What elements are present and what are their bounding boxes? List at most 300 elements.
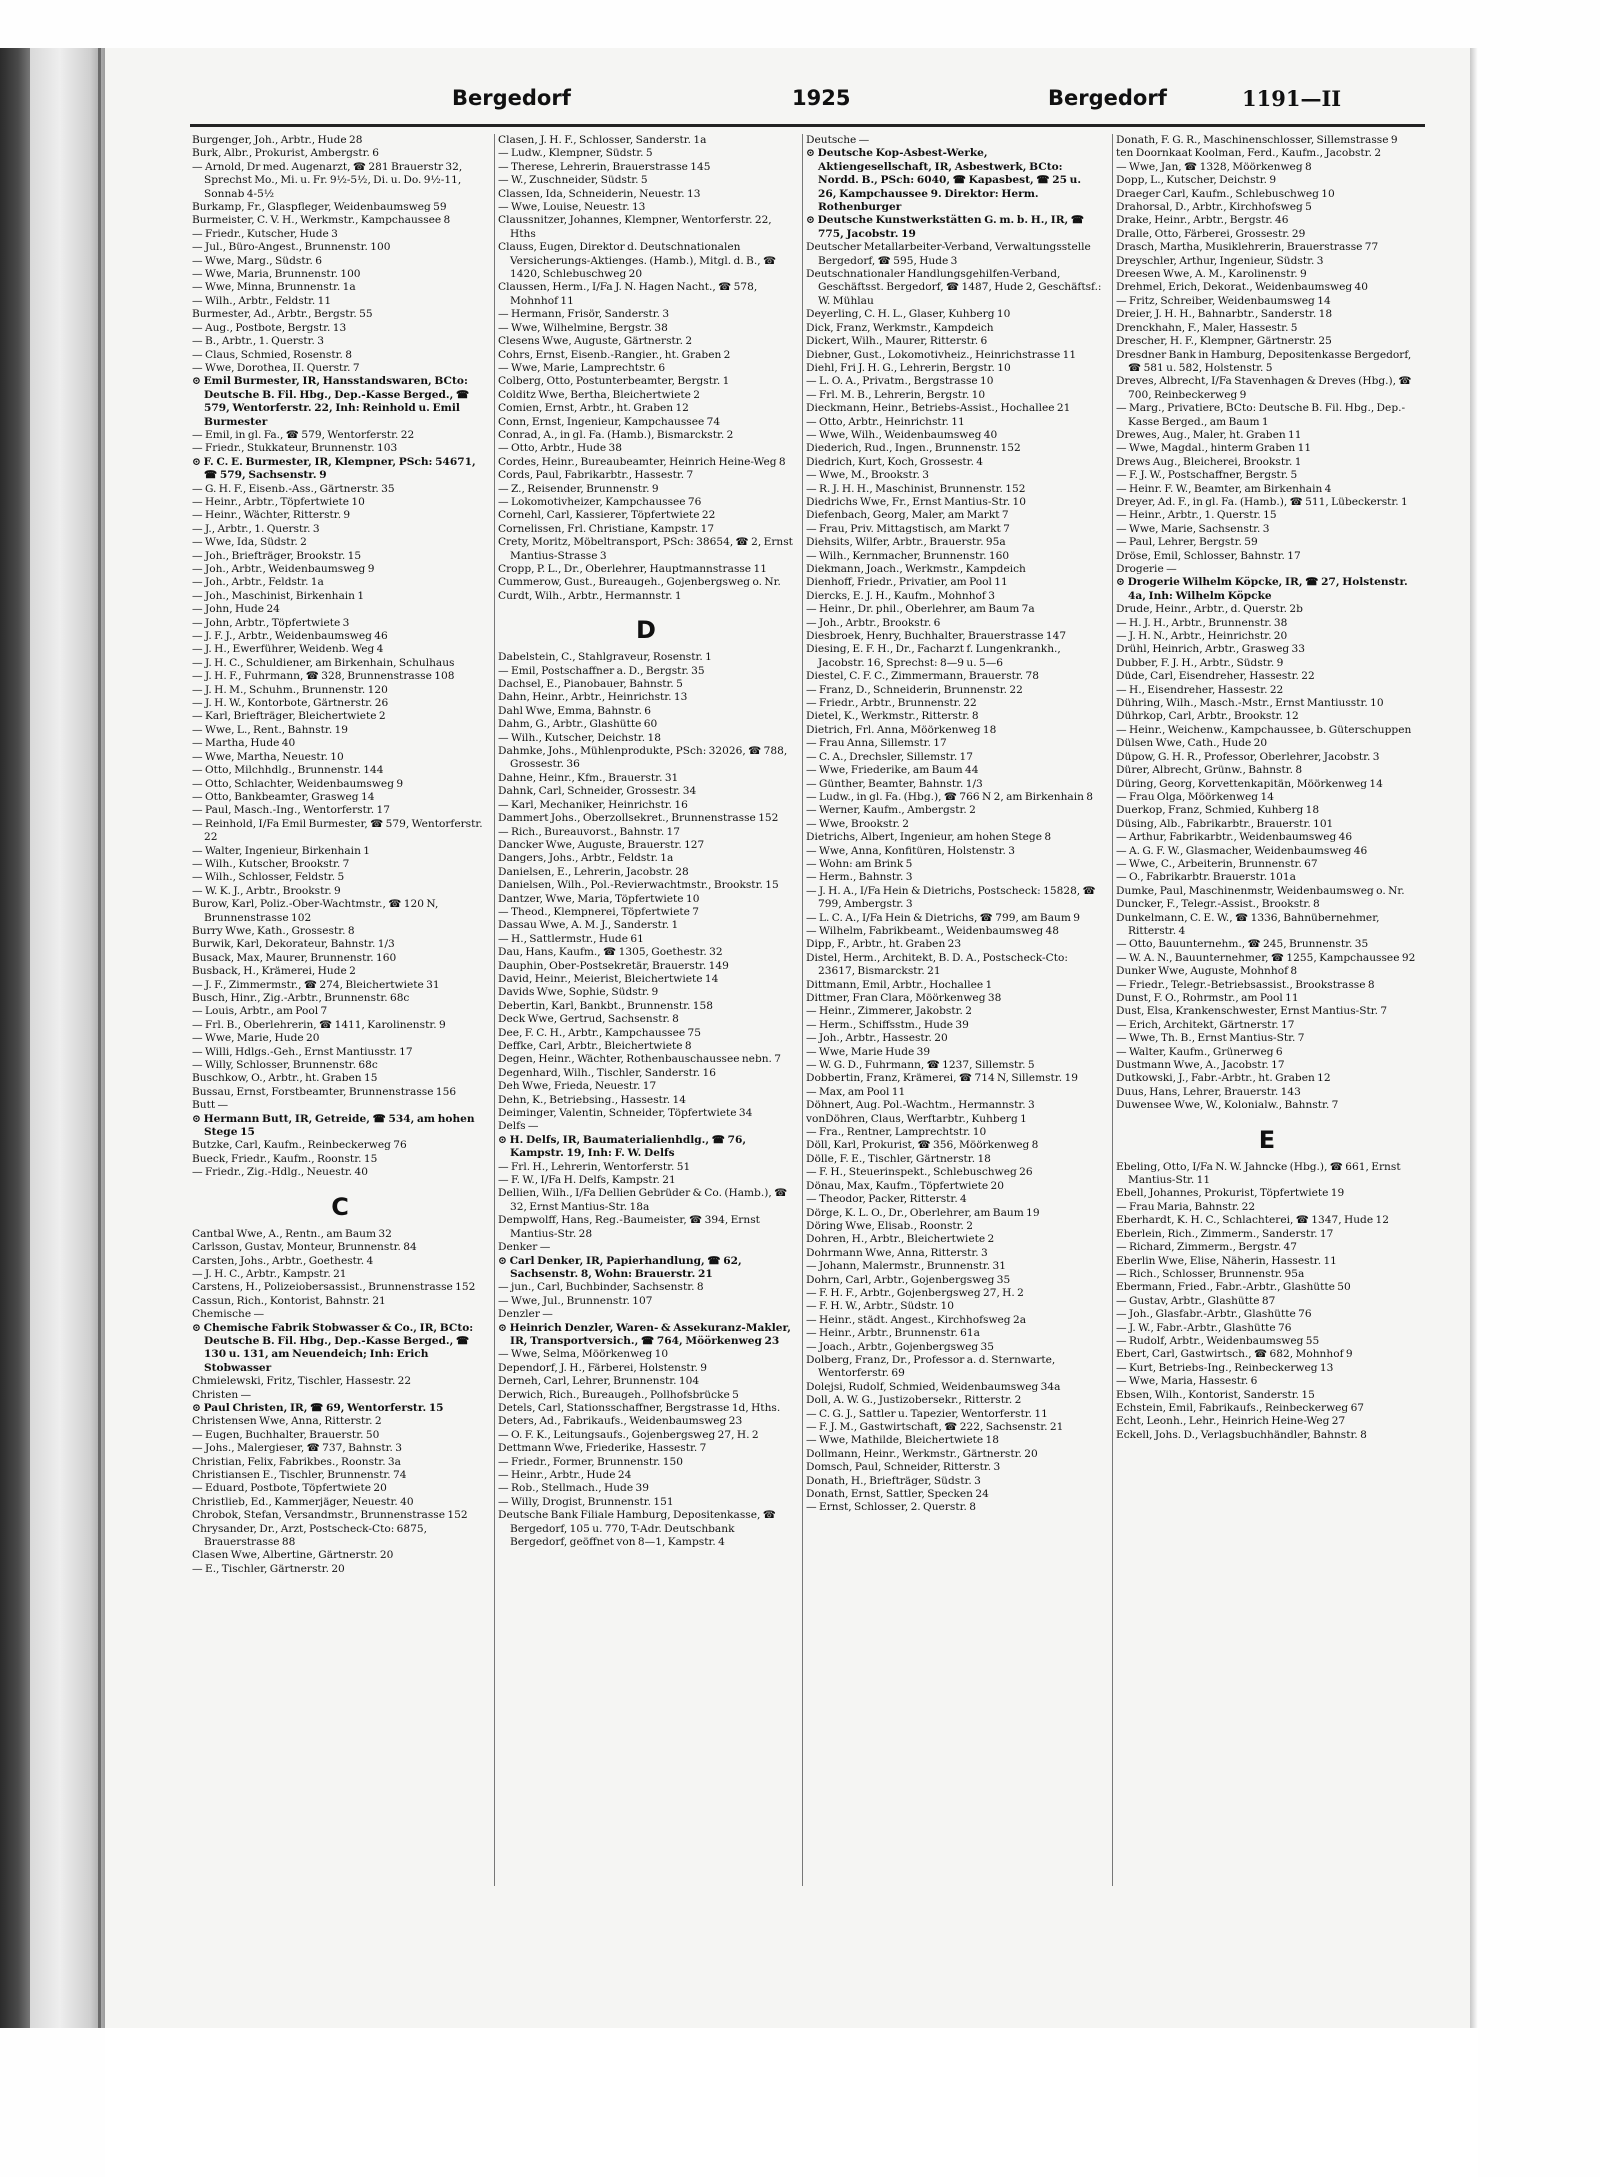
directory-entry: Christiansen E., Tischler, Brunnenstr. 74: [192, 1469, 407, 1481]
directory-entry: Conn, Ernst, Ingenieur, Kampchaussee 74: [498, 415, 721, 428]
directory-entry: Düpow, G. H. R., Professor, Oberlehrer, Jacobstr. 3: [1116, 750, 1380, 763]
directory-entry: — J. W., Fabr.-Arbtr., Glashütte 76: [1116, 1321, 1292, 1334]
directory-entry: Carlsson, Gustav, Monteur, Brunnenstr. 84: [192, 1241, 417, 1254]
directory-entry: — Rudolf, Arbtr., Weidenbaumsweg 55: [1116, 1334, 1320, 1347]
directory-entry: Dühring, Wilh., Masch.-Mstr., Ernst Mantiusstr. 10: [1116, 697, 1384, 710]
directory-entry: ⊙ Emil Burmester, IR, Hansstandswaren, BCto: Deutsche B. Fil. Hbg., Dep.-Kasse Berged., ☎ 579, Wentorferstr. 22, Inh: Reinhold u. Emil Burmester: [192, 375, 470, 428]
scan-dark-border: [0, 48, 30, 2028]
directory-entry: — Karl, Briefträger, Bleichertwiete 2: [192, 710, 386, 723]
directory-entry: Dustmann Wwe, A., Jacobstr. 17: [1116, 1059, 1285, 1072]
directory-entry: Duncker, F., Telegr.-Assist., Brookstr. 8: [1116, 898, 1320, 911]
header-page-number: 1191—II: [1242, 86, 1342, 111]
directory-entry: Deutscher Metallarbeiter-Verband, Verwaltungsstelle Bergedorf, ☎ 595, Hude 3: [806, 241, 1091, 267]
directory-entry: Dassau Wwe, A. M. J., Sanderstr. 1: [498, 919, 679, 932]
directory-entry: — Heinr., Zimmerer, Jakobstr. 2: [806, 1005, 972, 1018]
directory-entry: Debertin, Karl, Bankbt., Brunnenstr. 158: [498, 999, 713, 1012]
directory-entry: Drews Aug., Bleicherei, Brookstr. 1: [1116, 455, 1302, 468]
directory-entry: — W., Zuschneider, Südstr. 5: [498, 174, 648, 187]
directory-entry: — John, Hude 24: [192, 603, 280, 616]
directory-entry: — Paul, Lehrer, Bergstr. 59: [1116, 536, 1258, 549]
directory-entry: — Wwe, Maria, Brunnenstr. 100: [192, 268, 361, 281]
directory-entry: Eberlein, Rich., Zimmerm., Sanderstr. 17: [1116, 1227, 1334, 1240]
directory-entry: Dohrn, Carl, Arbtr., Gojenbergsweg 35: [806, 1273, 1011, 1286]
directory-entry: — Heinr., städt. Angest., Kirchhofsweg 2a: [806, 1313, 1027, 1326]
directory-entry: — Willy, Drogist, Brunnenstr. 151: [498, 1495, 674, 1508]
directory-entry: — Otto, Arbtr., Hude 38: [498, 442, 622, 455]
directory-entry: Dahn, Heinr., Arbtr., Heinrichstr. 13: [498, 691, 688, 704]
directory-entry: — Wwe, Magdal., hinterm Graben 11: [1116, 442, 1312, 455]
directory-entry: Dresdner Bank in Hamburg, Depositenkasse Bergedorf, ☎ 581 u. 582, Holstenstr. 5: [1116, 348, 1412, 374]
directory-entry: — A. G. F. W., Glasmacher, Weidenbaumsweg 46: [1116, 844, 1368, 857]
directory-entry: Dönau, Max, Kaufm., Töpfertwiete 20: [806, 1179, 1004, 1192]
directory-entry: Drude, Heinr., Arbtr., d. Querstr. 2b: [1116, 603, 1303, 616]
directory-entry: Dammert Johs., Oberzollsekret., Brunnenstrasse 152: [498, 812, 779, 825]
directory-entry: — Walter, Kaufm., Grünerweg 6: [1116, 1045, 1283, 1058]
directory-entry: — Joh., Arbtr., Weidenbaumsweg 9: [192, 563, 375, 575]
directory-entry: — O., Fabrikarbtr. Brauerstr. 101a: [1116, 871, 1296, 884]
directory-entry: — F. H. F., Arbtr., Gojenbergsweg 27, H. 2: [806, 1286, 1024, 1299]
directory-entry: Dachsel, E., Pianobauer, Bahnstr. 5: [498, 678, 683, 691]
directory-entry: ⊙ Deutsche Kop-Asbest-Werke, Aktiengesellschaft, IR, Asbestwerk, BCto: Nordd. B., PSch: 6040, ☎ Kapasbest, ☎ 25 u. 26, Kampchaussee 9. Direktor: Herm. Rothenburger: [806, 147, 1082, 214]
directory-entry: — Fritz, Schreiber, Weidenbaumsweg 14: [1116, 294, 1331, 307]
directory-entry: Drenckhahn, F., Maler, Hassestr. 5: [1116, 321, 1298, 334]
directory-entry: Burgenger, Joh., Arbtr., Hude 28: [192, 134, 363, 146]
directory-entry: Dahl Wwe, Emma, Bahnstr. 6: [498, 704, 652, 717]
directory-entry: — Frau Anna, Sillemstr. 17: [806, 737, 947, 750]
directory-entry: Dröse, Emil, Schlosser, Bahnstr. 17: [1116, 549, 1301, 562]
directory-entry: — C. G. J., Sattler u. Tapezier, Wentorferstr. 11: [806, 1407, 1048, 1420]
directory-entry: — Ernst, Schlosser, 2. Querstr. 8: [806, 1501, 976, 1514]
directory-entry: — H., Eisendreher, Hassestr. 22: [1116, 683, 1284, 696]
directory-entry: Düde, Carl, Eisendreher, Hassestr. 22: [1116, 670, 1315, 683]
directory-entry: Drewes, Aug., Maler, ht. Graben 11: [1116, 428, 1302, 441]
directory-entry: — Louis, Arbtr., am Pool 7: [192, 1005, 328, 1018]
directory-entry: Drahorsal, D., Arbtr., Kirchhofsweg 5: [1116, 201, 1312, 214]
directory-entry: Ebeling, Otto, I/Fa N. W. Jahncke (Hbg.), ☎ 661, Ernst Mantius-Str. 11: [1116, 1160, 1401, 1187]
column-divider: [494, 134, 495, 1886]
directory-entry: Busack, Max, Maurer, Brunnenstr. 160: [192, 951, 397, 964]
directory-entry: — J. F., Zimmermstr., ☎ 274, Bleichertwiete 31: [192, 978, 440, 991]
directory-entry: Carsten, Johs., Arbtr., Goethestr. 4: [192, 1254, 374, 1267]
directory-entry: — E., Tischler, Gärtnerstr. 20: [192, 1562, 345, 1575]
directory-entry: Donath, H., Briefträger, Südstr. 3: [806, 1474, 981, 1487]
directory-entry: — Wwe, Dorothea, II. Querstr. 7: [192, 361, 360, 374]
directory-entry: — Friedr., Telegr.-Betriebsassist., Brookstrasse 8: [1116, 978, 1375, 991]
directory-entry: — W. G. D., Fuhrmann, ☎ 1237, Sillemstr. 5: [806, 1059, 1035, 1072]
directory-entry: — Wohn: am Brink 5: [806, 857, 913, 870]
directory-entry: Comien, Ernst, Arbtr., ht. Graben 12: [498, 402, 689, 415]
directory-entry: Diefenbach, Georg, Maler, am Markt 7: [806, 509, 1009, 522]
directory-column-3: [806, 134, 1102, 1894]
directory-entry: — J. H. N., Arbtr., Heinrichstr. 20: [1116, 630, 1288, 643]
directory-entry: Claussnitzer, Johannes, Klempner, Wentorferstr. 22, Hths: [498, 214, 772, 240]
directory-entry: — Herm., Schiffsstm., Hude 39: [806, 1018, 969, 1031]
directory-entry: — Walter, Ingenieur, Birkenhain 1: [192, 844, 370, 857]
directory-entry: Dahnk, Carl, Schneider, Grossestr. 34: [498, 785, 697, 798]
directory-entry: Dubber, F. J. H., Arbtr., Südstr. 9: [1116, 656, 1284, 669]
directory-entry: Burry Wwe, Kath., Grossestr. 8: [192, 924, 355, 937]
directory-entry: — R. J. H. H., Maschinist, Brunnenstr. 152: [806, 482, 1026, 495]
directory-entry: Dralle, Otto, Färberei, Grossestr. 29: [1116, 227, 1306, 240]
directory-entry: — Wilh., Kutscher, Deichstr. 18: [498, 731, 661, 744]
directory-entry: — Jul., Büro-Angest., Brunnenstr. 100: [192, 241, 391, 254]
directory-entry: Bussau, Ernst, Forstbeamter, Brunnenstrasse 156: [192, 1085, 457, 1098]
directory-entry: ⊙ Chemische Fabrik Stobwasser & Co., IR, BCto: Deutsche B. Fil. Hbg., Dep.-Kasse Berged., ☎ 130 u. 131, am Neuendeich; Inh: Erich Stobwasser: [192, 1321, 474, 1374]
directory-entry: Dunker Wwe, Auguste, Mohnhof 8: [1116, 965, 1298, 978]
directory-entry: Denzler —: [498, 1308, 553, 1321]
directory-entry: — Wwe, Friederike, am Baum 44: [806, 764, 979, 777]
directory-entry: Dependorf, J. H., Färberei, Holstenstr. 9: [498, 1361, 708, 1374]
directory-entry: Delfs —: [498, 1120, 539, 1133]
directory-entry: Diedrichs Wwe, Fr., Ernst Mantius-Str. 10: [806, 495, 1027, 508]
directory-entry: — Theodor, Packer, Ritterstr. 4: [806, 1193, 967, 1206]
directory-entry: — Arthur, Fabrikarbtr., Weidenbaumsweg 46: [1116, 831, 1353, 844]
directory-entry: — Martha, Hude 40: [192, 737, 296, 750]
directory-entry: Derwich, Rich., Bureaugeh., Pollhofsbrücke 5: [498, 1388, 739, 1401]
directory-entry: Eckell, Johs. D., Verlagsbuchhändler, Bahnstr. 8: [1116, 1428, 1367, 1441]
directory-entry: — Wwe, Brookstr. 2: [806, 817, 910, 830]
directory-entry: — Friedr., Kutscher, Hude 3: [192, 227, 338, 240]
directory-entry: Curdt, Wilh., Arbtr., Hermannstr. 1: [498, 589, 682, 602]
directory-entry: — J. H., Ewerführer, Weidenb. Weg 4: [192, 643, 384, 656]
directory-entry: Dietel, K., Werkmstr., Ritterstr. 8: [806, 710, 979, 723]
directory-entry: — Heinr., Arbtr., 1. Querstr. 15: [1116, 509, 1277, 522]
directory-entry: — J. H. M., Schuhm., Brunnenstr. 120: [192, 683, 388, 696]
directory-entry: Dee, F. C. H., Arbtr., Kampchaussee 75: [498, 1026, 701, 1039]
directory-entry: — Heinr., Wächter, Ritterstr. 9: [192, 509, 351, 522]
directory-entry: Burow, Karl, Poliz.-Ober-Wachtmstr., ☎ 120 N, Brunnenstrasse 102: [192, 898, 439, 924]
directory-entry: Dolberg, Franz, Dr., Professor a. d. Sternwarte, Wentorferstr. 69: [806, 1353, 1056, 1380]
directory-entry: Colberg, Otto, Postunterbeamter, Bergstr. 1: [498, 375, 730, 388]
directory-entry: — Aug., Postbote, Bergstr. 13: [192, 321, 347, 334]
directory-entry: Dohren, H., Arbtr., Bleichertwiete 2: [806, 1233, 995, 1246]
directory-entry: — Eugen, Buchhalter, Brauerstr. 50: [192, 1428, 380, 1441]
directory-entry: Deyerling, C. H. L., Glaser, Kuhberg 10: [806, 308, 1011, 321]
directory-entry: Dunst, F. O., Rohrmstr., am Pool 11: [1116, 992, 1299, 1004]
directory-entry: — Claus, Schmied, Rosenstr. 8: [192, 348, 352, 361]
directory-entry: — Ludw., Klempner, Südstr. 5: [498, 147, 653, 160]
directory-entry: — Johann, Malermstr., Brunnenstr. 31: [806, 1260, 1006, 1273]
directory-entry: — Rich., Schlosser, Brunnenstr. 95a: [1116, 1267, 1305, 1280]
directory-entry: — Wwe, Ida, Südstr. 2: [192, 536, 307, 549]
directory-entry: — John, Arbtr., Töpfertwiete 3: [192, 616, 350, 629]
directory-entry: — J. H. F., Fuhrmann, ☎ 328, Brunnenstrasse 108: [192, 670, 455, 683]
directory-entry: Dabelstein, C., Stahlgraveur, Rosenstr. 1: [498, 651, 712, 664]
directory-entry: — Hermann, Frisör, Sanderstr. 3: [498, 308, 670, 321]
directory-entry: Christlieb, Ed., Kammerjäger, Neuestr. 40: [192, 1495, 414, 1508]
directory-entry: — Joh., Arbtr., Feldstr. 1a: [192, 576, 324, 589]
directory-entry: Denker —: [498, 1241, 551, 1254]
directory-entry: — Arnold, Dr med. Augenarzt, ☎ 281 Brauerstr 32, Sprechst Mo., Mi. u. Fr. 9½-5½, Di. u. Do. 9½-11, Sonnab 4-5½: [192, 160, 463, 200]
directory-entry: Davids Wwe, Sophie, Südstr. 9: [498, 986, 659, 999]
directory-entry: Dipp, F., Arbtr., ht. Graben 23: [806, 938, 962, 951]
directory-entry: Cropp, P. L., Dr., Oberlehrer, Hauptmannstrasse 11: [498, 563, 767, 575]
directory-entry: Derneh, Carl, Lehrer, Brunnenstr. 104: [498, 1375, 700, 1388]
directory-entry: — Richard, Zimmerm., Bergstr. 47: [1116, 1241, 1298, 1254]
directory-entry: Butt —: [192, 1099, 229, 1112]
directory-entry: — Wwe, C., Arbeiterin, Brunnenstr. 67: [1116, 857, 1318, 870]
directory-entry: — H., Sattlermstr., Hude 61: [498, 932, 644, 945]
directory-entry: Ebermann, Fried., Fabr.-Arbtr., Glashütte 50: [1116, 1281, 1351, 1294]
directory-entry: Dietrich, Frl. Anna, Möörkenweg 18: [806, 723, 997, 736]
directory-entry: — Otto, Bankbeamter, Grasweg 14: [192, 790, 375, 803]
directory-entry: — Fra., Rentner, Lamprechtstr. 10: [806, 1126, 987, 1139]
directory-entry: — Marg., Privatiere, BCto: Deutsche B. Fil. Hbg., Dep.-Kasse Berged., am Baum 1: [1116, 402, 1406, 428]
directory-entry: ⊙ H. Delfs, IR, Baumaterialienhdlg., ☎ 76, Kampstr. 19, Inh: F. W. Delfs: [498, 1133, 747, 1160]
scan-background: [105, 2028, 1478, 2177]
directory-entry: — L. C. A., I/Fa Hein & Dietrichs, ☎ 799, am Baum 9: [806, 911, 1081, 924]
directory-entry: Busback, H., Krämerei, Hude 2: [192, 965, 356, 978]
directory-entry: Drogerie —: [1116, 563, 1177, 575]
directory-entry: — Frl. B., Oberlehrerin, ☎ 1411, Karolinenstr. 9: [192, 1018, 446, 1031]
directory-entry: — Frl. H., Lehrerin, Wentorferstr. 51: [498, 1160, 691, 1173]
directory-entry: Cantbal Wwe, A., Rentn., am Baum 32: [192, 1227, 392, 1240]
directory-entry: — Wilh., Schlosser, Feldstr. 5: [192, 871, 345, 884]
directory-entry: Dumke, Paul, Maschinenmstr, Weidenbaumsweg o. Nr.: [1116, 884, 1405, 897]
directory-entry: — Emil, Postschaffner a. D., Bergstr. 35: [498, 664, 705, 677]
directory-entry: — L. O. A., Privatm., Bergstrasse 10: [806, 375, 994, 388]
directory-entry: Burkamp, Fr., Glaspfleger, Weidenbaumsweg 59: [192, 201, 447, 214]
directory-entry: — Otto, Arbtr., Heinrichstr. 11: [806, 415, 965, 428]
directory-entry: ⊙ Deutsche Kunstwerkstätten G. m. b. H., IR, ☎ 775, Jacobstr. 19: [806, 214, 1085, 240]
directory-entry: — Paul, Masch.-Ing., Wentorferstr. 17: [192, 804, 390, 817]
directory-entry: Degenhard, Wilh., Tischler, Sanderstr. 16: [498, 1066, 717, 1079]
directory-entry: — Wilh., Arbtr., Feldstr. 11: [192, 294, 332, 307]
directory-entry: Cornelissen, Frl. Christiane, Kampstr. 17: [498, 522, 715, 535]
directory-entry: Cordes, Heinr., Bureaubeamter, Heinrich Heine-Weg 8: [498, 455, 786, 468]
directory-entry: — Heinr., Arbtr., Hude 24: [498, 1469, 632, 1481]
directory-entry: — Joh., Briefträger, Brookstr. 15: [192, 549, 362, 562]
directory-entry: — Wwe, Wilhelmine, Bergstr. 38: [498, 321, 668, 334]
directory-entry: Diedrich, Kurt, Koch, Grossestr. 4: [806, 455, 984, 468]
directory-entry: Clauss, Eugen, Direktor d. Deutschnationalen Versicherungs-Aktienges. (Hamb.), Mitgl. d. B., ☎ 1420, Schlebuschweg 20: [498, 241, 777, 281]
directory-entry: Bueck, Friedr., Kaufm., Roonstr. 15: [192, 1152, 378, 1165]
directory-entry: Chrobok, Stefan, Versandmstr., Brunnenstrasse 152: [192, 1509, 468, 1522]
section-letter: C: [331, 1192, 349, 1221]
directory-entry: — Rich., Bureauvorst., Bahnstr. 17: [498, 825, 681, 838]
directory-entry: — Heinr., Arbtr., Brunnenstr. 61a: [806, 1327, 980, 1340]
directory-entry: — Joh., Arbtr., Brookstr. 6: [806, 616, 941, 629]
directory-entry: Dehn, K., Betriebsing., Hassestr. 14: [498, 1093, 687, 1106]
directory-column-2: [498, 134, 794, 1894]
directory-entry: Diesbroek, Henry, Buchhalter, Brauerstrasse 147: [806, 630, 1067, 643]
header-year: 1925: [792, 86, 851, 110]
directory-entry: Deutschnationaler Handlungsgehilfen-Verband, Geschäftsst. Bergedorf, ☎ 1487, Hude 2, Geschäftsf.: W. Mühlau: [806, 268, 1102, 307]
directory-entry: — Wwe, Marie, Hude 20: [192, 1032, 320, 1045]
directory-entry: — Z., Reisender, Brunnenstr. 9: [498, 482, 659, 495]
directory-entry: Ebell, Johannes, Prokurist, Töpfertwiete 19: [1116, 1187, 1345, 1200]
directory-entry: — Wilh., Kernmacher, Brunnenstr. 160: [806, 549, 1010, 562]
directory-entry: Drehmel, Erich, Dekorat., Weidenbaumsweg 40: [1116, 281, 1368, 294]
directory-entry: — Wwe, Wilh., Weidenbaumsweg 40: [806, 428, 998, 441]
directory-entry: Degen, Heinr., Wächter, Rothenbauschaussee nebn. 7: [498, 1053, 782, 1066]
directory-entry: — Wwe, Minna, Brunnenstr. 1a: [192, 281, 356, 294]
directory-entry: Dittmer, Fran Clara, Möörkenweg 38: [806, 992, 1002, 1004]
directory-entry: — Joach., Arbtr., Gojenbergsweg 35: [806, 1340, 995, 1353]
directory-entry: Deck Wwe, Gertrud, Sachsenstr. 8: [498, 1013, 679, 1026]
directory-entry: — Wwe, Th. B., Ernst Mantius-Str. 7: [1116, 1032, 1305, 1045]
directory-entry: — Friedr., Stukkateur, Brunnenstr. 103: [192, 442, 398, 455]
directory-entry: Burmeister, C. V. H., Werkmstr., Kampchaussee 8: [192, 214, 451, 227]
directory-entry: — Wwe, Selma, Möörkenweg 10: [498, 1348, 669, 1361]
directory-entry: Dreesen Wwe, A. M., Karolinenstr. 9: [1116, 268, 1307, 281]
directory-entry: Dobbertin, Franz, Krämerei, ☎ 714 N, Sillemstr. 19: [806, 1072, 1078, 1085]
directory-entry: — Wwe, Mathilde, Bleichertwiete 18: [806, 1434, 1000, 1447]
directory-entry: Diederich, Rud., Ingen., Brunnenstr. 152: [806, 442, 1021, 455]
page-edge: [1470, 48, 1478, 2028]
directory-entry: Dahmke, Johs., Mühlenprodukte, PSch: 32026, ☎ 788, Grossestr. 36: [498, 745, 788, 771]
directory-entry: — Heinr., Arbtr., Töpfertwiete 10: [192, 495, 365, 508]
directory-entry: Duus, Hans, Lehrer, Brauerstr. 143: [1116, 1085, 1301, 1098]
directory-entry: — Heinr. F. W., Beamter, am Birkenhain 4: [1116, 482, 1332, 495]
directory-entry: — F. H., Steuerinspekt., Schlebuschweg 26: [806, 1166, 1033, 1179]
directory-entry: ⊙ Heinrich Denzler, Waren- & Assekuranz-Makler, IR, Transportversich., ☎ 764, Möörkenweg 23: [498, 1321, 791, 1347]
directory-entry: Dempwolff, Hans, Reg.-Baumeister, ☎ 394, Ernst Mantius-Str. 28: [498, 1214, 760, 1240]
directory-entry: Classen, Ida, Schneiderin, Neuestr. 13: [498, 187, 701, 200]
directory-entry: Dörge, K. L. O., Dr., Oberlehrer, am Baum 19: [806, 1206, 1040, 1219]
directory-entry: — Ludw., in gl. Fa. (Hbg.), ☎ 766 N 2, am Birkenhain 8: [806, 790, 1094, 803]
directory-entry: Carstens, H., Polizeiobersassist., Brunnenstrasse 152: [192, 1281, 476, 1294]
directory-entry: — Herm., Bahnstr. 3: [806, 871, 913, 884]
directory-entry: — Otto, Bauunternehm., ☎ 245, Brunnenstr. 35: [1116, 938, 1369, 951]
directory-entry: Diebner, Gust., Lokomotivheiz., Heinrichstrasse 11: [806, 348, 1077, 361]
header-town-right: Bergedorf: [1048, 86, 1167, 110]
directory-entry: — Emil, in gl. Fa., ☎ 579, Wentorferstr. 22: [192, 428, 415, 441]
directory-entry: Donath, F. G. R., Maschinenschlosser, Sillemstrasse 9: [1116, 134, 1398, 146]
directory-entry: — W. K. J., Arbtr., Brookstr. 9: [192, 884, 341, 897]
directory-column-1: [192, 134, 488, 1894]
directory-entry: Cassun, Rich., Kontorist, Bahnstr. 21: [192, 1294, 386, 1307]
directory-entry: Christen —: [192, 1388, 252, 1401]
directory-entry: Dittmann, Emil, Arbtr., Hochallee 1: [806, 978, 993, 991]
directory-entry: — J. H. W., Kontorbote, Gärtnerstr. 26: [192, 697, 389, 710]
directory-entry: ⊙ F. C. E. Burmester, IR, Klempner, PSch: 54671, ☎ 579, Sachsenstr. 9: [192, 455, 476, 482]
directory-entry: — Friedr., Former, Brunnenstr. 150: [498, 1455, 683, 1468]
directory-entry: Dülsen Wwe, Cath., Hude 20: [1116, 737, 1268, 750]
directory-entry: — J. F. J., Arbtr., Weidenbaumsweg 46: [192, 630, 388, 643]
directory-entry: Dürer, Albrecht, Grünw., Bahnstr. 8: [1116, 764, 1303, 777]
directory-entry: Detels, Carl, Stationsschaffner, Bergstrasse 1d, Hths.: [498, 1401, 781, 1414]
directory-entry: Deutsche —: [806, 134, 870, 146]
directory-entry: — Frl. M. B., Lehrerin, Bergstr. 10: [806, 388, 986, 401]
directory-entry: — F. J. M., Gastwirtschaft, ☎ 222, Sachsenstr. 21: [806, 1421, 1064, 1433]
section-letter: E: [1258, 1125, 1276, 1154]
directory-entry: Döring Wwe, Elisab., Roonstr. 2: [806, 1219, 974, 1232]
directory-entry: Dopp, L., Kutscher, Deichstr. 9: [1116, 174, 1277, 187]
directory-entry: Deutsche Bank Filiale Hamburg, Depositenkasse, ☎ Bergedorf, 105 u. 770, T-Adr. Deutschbank Bergedorf, geöffnet von 8—1, Kampstr. 4: [498, 1509, 776, 1549]
directory-entry: — Kurt, Betriebs-Ing., Reinbeckerweg 13: [1116, 1361, 1334, 1374]
directory-entry: Dau, Hans, Kaufm., ☎ 1305, Goethestr. 32: [498, 946, 723, 959]
directory-entry: Dreyschler, Arthur, Ingenieur, Südstr. 3: [1116, 254, 1324, 267]
directory-entry: Dellien, Wilh., I/Fa Dellien Gebrüder & Co. (Hamb.), ☎ 32, Ernst Mantius-Str. 18a: [498, 1187, 788, 1213]
directory-entry: Düring, Georg, Korvettenkapitän, Möörkenweg 14: [1116, 777, 1383, 790]
directory-entry: Döll, Karl, Prokurist, ☎ 356, Möörkenweg 8: [806, 1139, 1039, 1152]
directory-entry: Drühl, Heinrich, Arbtr., Grasweg 33: [1116, 643, 1305, 656]
directory-entry: — Joh., Glasfabr.-Arbtr., Glashütte 76: [1116, 1308, 1312, 1321]
directory-entry: Christensen Wwe, Anna, Ritterstr. 2: [192, 1415, 382, 1428]
directory-entry: Conrad, A., in gl. Fa. (Hamb.), Bismarckstr. 2: [498, 428, 734, 441]
directory-entry: — Erich, Architekt, Gärtnerstr. 17: [1116, 1018, 1295, 1031]
directory-entry: Duerkop, Franz, Schmied, Kuhberg 18: [1116, 804, 1320, 817]
directory-entry: David, Heinr., Meierist, Bleichertwiete 14: [498, 972, 719, 985]
directory-entry: — G. H. F., Eisenb.-Ass., Gärtnerstr. 35: [192, 482, 395, 495]
directory-entry: Burmester, Ad., Arbtr., Bergstr. 55: [192, 308, 373, 321]
directory-entry: — B., Arbtr., 1. Querstr. 3: [192, 335, 324, 348]
directory-entry: Cohrs, Ernst, Eisenb.-Rangier., ht. Graben 2: [498, 348, 731, 361]
directory-entry: — Wilhelm, Fabrikbeamt., Weidenbaumsweg 48: [806, 924, 1059, 937]
directory-entry: — Friedr., Arbtr., Brunnenstr. 22: [806, 697, 977, 710]
directory-entry: Ebsen, Wilh., Kontorist, Sanderstr. 15: [1116, 1388, 1315, 1401]
directory-entry: — W. A. N., Bauunternehmer, ☎ 1255, Kampchaussee 92: [1116, 951, 1416, 964]
directory-entry: Dolejsi, Rudolf, Schmied, Weidenbaumsweg 34a: [806, 1380, 1061, 1393]
directory-entry: Eberlin Wwe, Elise, Näherin, Hassestr. 11: [1116, 1254, 1337, 1267]
directory-entry: — Wwe, Louise, Neuestr. 13: [498, 201, 646, 214]
gutter-line: [98, 48, 101, 2028]
page-header: [180, 80, 1420, 120]
directory-entry: Chmielewski, Fritz, Tischler, Hassestr. 22: [192, 1375, 412, 1388]
directory-entry: Dunkelmann, C. E. W., ☎ 1336, Bahnübernehmer, Ritterstr. 4: [1116, 911, 1380, 937]
book-gutter: [30, 48, 105, 2028]
directory-entry: Diekmann, Joach., Werkmstr., Kampdeich: [806, 563, 1026, 575]
column-divider: [1112, 134, 1113, 1886]
directory-entry: — J., Arbtr., 1. Querstr. 3: [192, 522, 320, 535]
directory-entry: Buschkow, O., Arbtr., ht. Graben 15: [192, 1072, 378, 1085]
directory-entry: Dutkowski, J., Fabr.-Arbtr., ht. Graben 12: [1116, 1072, 1331, 1085]
directory-entry: Butzke, Carl, Kaufm., Reinbeckerweg 76: [192, 1139, 407, 1152]
directory-entry: — Franz, D., Schneiderin, Brunnenstr. 22: [806, 683, 1023, 696]
directory-entry: Domsch, Paul, Schneider, Ritterstr. 3: [806, 1461, 1001, 1474]
directory-entry: — C. A., Drechsler, Sillemstr. 17: [806, 750, 974, 763]
directory-entry: Chrysander, Dr., Arzt, Postscheck-Cto: 6875, Brauerstrasse 88: [192, 1522, 428, 1549]
directory-entry: — Theod., Klempnerei, Töpfertwiete 7: [498, 905, 700, 918]
directory-entry: — Friedr., Zig.-Hdlg., Neuestr. 40: [192, 1166, 369, 1179]
directory-entry: — J. H. A., I/Fa Hein & Dietrichs, Postscheck: 15828, ☎ 799, Ambergstr. 3: [806, 884, 1096, 911]
directory-entry: — H. J. H., Arbtr., Brunnenstr. 38: [1116, 616, 1288, 629]
directory-entry: — Wwe, Marie Hude 39: [806, 1045, 931, 1058]
directory-entry: — F. W., I/Fa H. Delfs, Kampstr. 21: [498, 1174, 676, 1187]
directory-entry: Dangers, Johs., Arbtr., Feldstr. 1a: [498, 852, 674, 865]
directory-entry: Colditz Wwe, Bertha, Bleichertwiete 2: [498, 388, 700, 401]
directory-entry: — Wwe, L., Rent., Bahnstr. 19: [192, 723, 349, 736]
directory-entry: — Joh., Maschinist, Birkenhain 1: [192, 589, 365, 602]
directory-entry: Christian, Felix, Fabrikbes., Roonstr. 3a: [192, 1455, 401, 1468]
directory-entry: Dreves, Albrecht, I/Fa Stavenhagen & Dreves (Hbg.), ☎ 700, Reinbeckerweg 9: [1116, 375, 1412, 401]
directory-entry: vonDöhren, Claus, Werftarbtr., Kuhberg 1: [806, 1112, 1027, 1125]
directory-entry: — Wwe, Jul., Brunnenstr. 107: [498, 1294, 653, 1307]
directory-entry: Drake, Heinr., Arbtr., Bergstr. 46: [1116, 214, 1289, 227]
directory-entry: — Günther, Beamter, Bahnstr. 1/3: [806, 777, 983, 790]
directory-entry: Ebert, Carl, Gastwirtsch., ☎ 682, Mohnhof 9: [1116, 1348, 1353, 1361]
directory-entry: — Eduard, Postbote, Töpfertwiete 20: [192, 1482, 387, 1495]
directory-entry: — Willy, Schlosser, Brunnenstr. 68c: [192, 1059, 378, 1072]
directory-entry: Düsing, Alb., Fabrikarbtr., Brauerstr. 101: [1116, 817, 1334, 830]
directory-entry: — Wwe, Maria, Hassestr. 6: [1116, 1375, 1258, 1388]
directory-entry: — Wilh., Kutscher, Brookstr. 7: [192, 857, 350, 870]
directory-entry: Donath, Ernst, Sattler, Specken 24: [806, 1488, 989, 1501]
directory-entry: — Rob., Stellmach., Hude 39: [498, 1482, 649, 1495]
directory-entry: Deiminger, Valentin, Schneider, Töpfertwiete 34: [498, 1107, 753, 1120]
directory-entry: Duwensee Wwe, W., Kolonialw., Bahnstr. 7: [1116, 1099, 1339, 1112]
directory-entry: Diehl, Fri J. H. G., Lehrerin, Bergstr. 10: [806, 361, 1011, 374]
directory-entry: Cornehl, Carl, Kassierer, Töpfertwiete 22: [498, 509, 716, 522]
directory-entry: — Therese, Lehrerin, Brauerstrasse 145: [498, 160, 711, 173]
directory-entry: Dick, Franz, Werkmstr., Kampdeich: [806, 321, 994, 334]
directory-entry: — Wwe, Marie, Sachsenstr. 3: [1116, 522, 1270, 535]
directory-entry: — Willi, Hdlgs.-Geh., Ernst Mantiusstr. 17: [192, 1045, 413, 1058]
directory-entry: Clesens Wwe, Auguste, Gärtnerstr. 2: [498, 335, 693, 348]
directory-entry: Dieckmann, Heinr., Betriebs-Assist., Hochallee 21: [806, 402, 1071, 415]
directory-entry: — J. H. C., Schuldiener, am Birkenhain, Schulhaus: [192, 656, 455, 669]
